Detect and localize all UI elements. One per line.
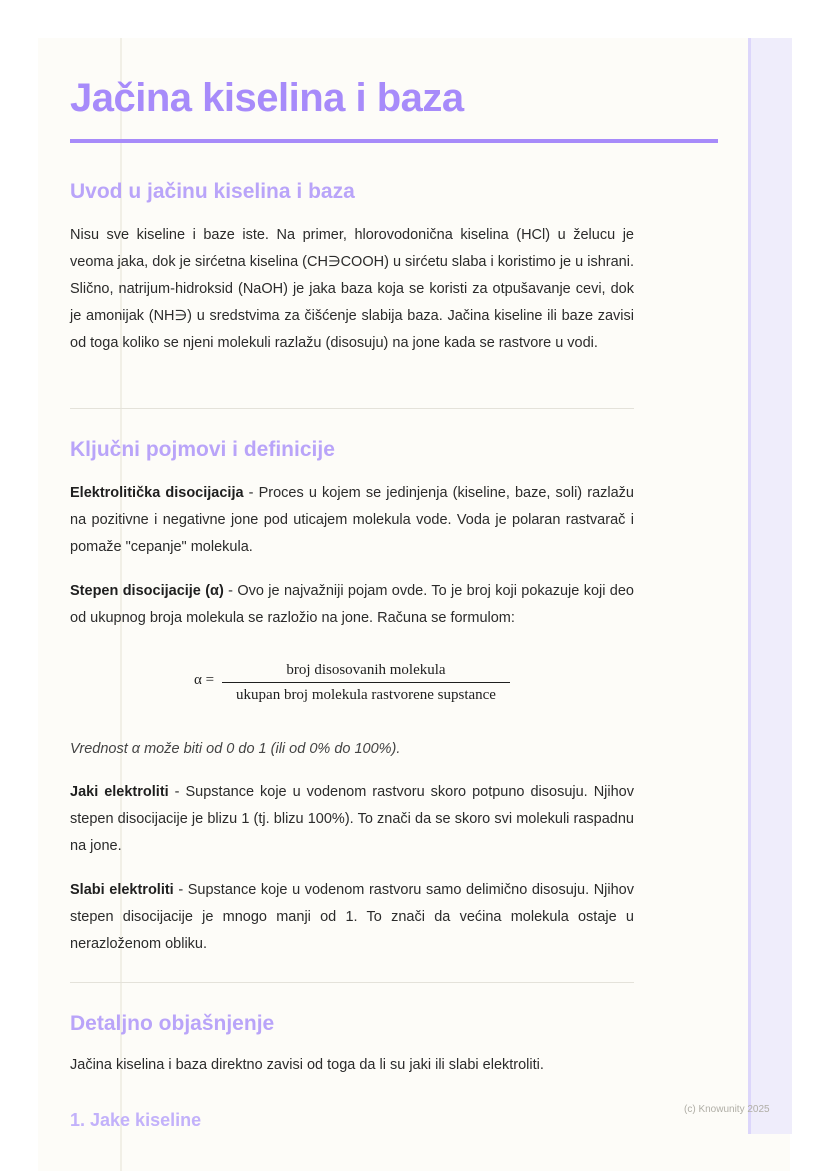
definition-text: - Supstance koje u vodenom rastvoru skoro potpuno disosuju. Njihov stepen disocijacije je blizu 1 (tj. blizu 100%). To znači da se skoro svi molekuli raspadnu na jone. — [70, 784, 634, 854]
details-heading: Detaljno objašnjenje — [70, 1012, 275, 1035]
definition-text: - Supstance koje u vodenom rastvoru samo delimično disosuju. Njihov stepen disocijacije je mnogo manji od 1. To znači da većina molekula ostaje u nerazloženom obliku. — [70, 882, 634, 952]
details-paragraph: Jačina kiselina i baza direktno zavisi od toga da li su jaki ili slabi elektroliti. — [70, 1057, 544, 1073]
copyright-footer: (c) Knowunity 2025 — [684, 1104, 770, 1115]
concepts-heading: Ključni pojmovi i definicije — [70, 438, 335, 461]
intro-paragraph: Nisu sve kiseline i baze iste. Na primer, hlorovodonična kiselina (HCl) u želucu je veoma jaka, dok je sirćetna kiselina (CH∋COOH) u sirćetu slaba i koristimo je u ishrani. Slično, natrijum-hidroksid (NaOH) je jaka baza koja se koristi za otpušavanje cevi, dok je amonijak (NH∋) u sredstvima za čišćenje slabija baza. Jačina kiseline ili baze zavisi od toga koliko se njeni molekuli razlažu (disosuju) na jone kada se rastvore u vodi. — [70, 227, 634, 351]
definition-text: - Ovo je najvažniji pojam ovde. To je broj koji pokazuje koji deo od ukupnog broja molekula se razložio na jone. Računa se formulom: — [70, 583, 635, 626]
fraction-bar — [222, 682, 510, 683]
formula-fraction — [222, 660, 510, 705]
definition-electrolytic-dissociation — [70, 480, 634, 561]
definition-term: Jaki elektroliti — [70, 784, 169, 800]
formula-denominator: ukupan broj molekula rastvorene supstance — [236, 687, 496, 703]
definition-text: - Proces u kojem se jedinjenja (kiseline, baze, soli) razlažu na pozitivne i negativne jone pod uticajem molekula vode. Voda je polaran rastvarač i pomaže "cepanje" molekula. — [70, 485, 634, 555]
section-divider — [70, 408, 634, 409]
side-rule — [748, 38, 751, 1134]
formula-lhs: α = — [194, 672, 215, 688]
definition-term: Elektrolitička disocijacija — [70, 485, 244, 501]
definition-strong-electrolytes — [70, 779, 634, 860]
title-underline — [70, 139, 718, 143]
definition-weak-electrolytes — [70, 877, 634, 958]
document-title: Jačina kiselina i baza — [70, 76, 464, 120]
section-divider — [70, 982, 634, 983]
definition-dissociation-degree — [70, 578, 634, 632]
dissociation-formula — [190, 660, 520, 704]
definition-term: Stepen disocijacije (α) — [70, 583, 224, 599]
side-strip — [748, 38, 792, 1134]
definition-term: Slabi elektroliti — [70, 882, 174, 898]
strong-acids-subheading: 1. Jake kiseline — [70, 1110, 202, 1130]
alpha-range-note: Vrednost α može biti od 0 do 1 (ili od 0% do 100%). — [70, 741, 401, 757]
formula-numerator: broj disosovanih molekula — [286, 662, 446, 678]
intro-heading: Uvod u jačinu kiselina i baza — [70, 180, 355, 203]
